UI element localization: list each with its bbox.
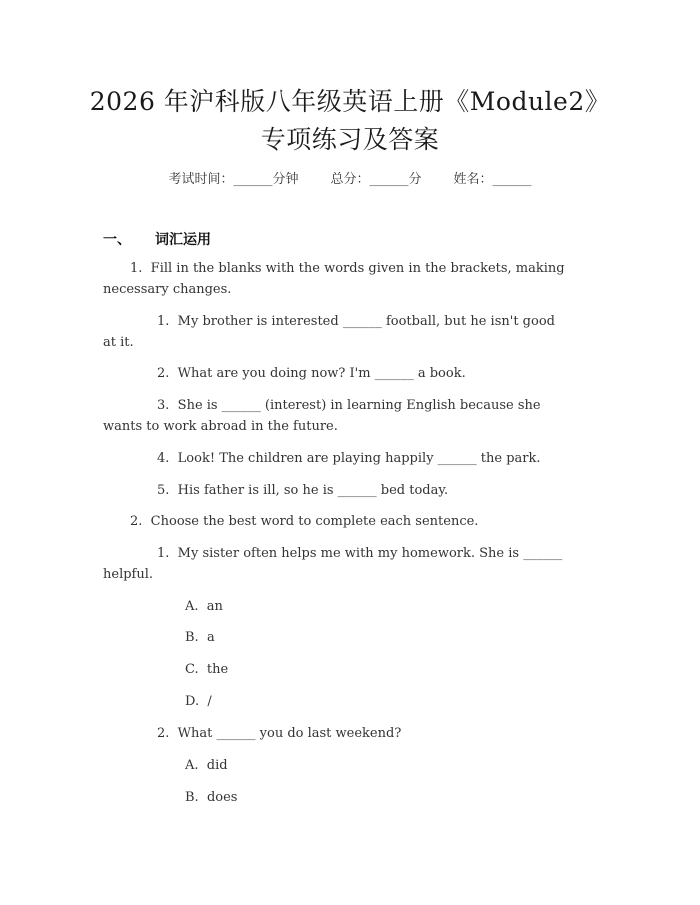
question-1-instruction: 1. Fill in the blanks with the words given in the brackets, making bbox=[130, 261, 565, 276]
q2-item-1-option-d: D. / bbox=[185, 694, 212, 709]
q2-item-2-option-a: A. did bbox=[185, 758, 228, 773]
q2-item-1-cont: helpful. bbox=[103, 567, 154, 582]
q1-item-5: 5. His father is ill, so he is ______ bed today. bbox=[157, 483, 449, 498]
exam-student-name: 姓名：______ bbox=[453, 172, 532, 187]
q1-item-3-cont: wants to work abroad in the future. bbox=[103, 419, 338, 434]
q2-item-1-option-c: C. the bbox=[185, 662, 229, 677]
q1-item-4: 4. Look! The children are playing happily ______ the park. bbox=[157, 451, 541, 466]
q2-item-1: 1. My sister often helps me with my homework. She is ______ bbox=[157, 546, 563, 561]
q2-item-1-option-a: A. an bbox=[185, 599, 223, 614]
q1-item-2: 2. What are you doing now? I'm ______ a book. bbox=[157, 366, 466, 381]
q2-item-2-option-b: B. does bbox=[185, 790, 238, 805]
section-title: 词汇运用 bbox=[155, 232, 211, 248]
exam-total-score: 总分：______分 bbox=[330, 172, 422, 187]
exam-time: 考试时间：______分钟 bbox=[168, 172, 299, 187]
document-title-line2: 专项练习及答案 bbox=[260, 125, 440, 154]
exam-info bbox=[0, 168, 700, 187]
q1-item-1-cont: at it. bbox=[103, 335, 134, 350]
q1-item-1: 1. My brother is interested ______ football, but he isn't good bbox=[157, 314, 555, 329]
question-2-instruction: 2. Choose the best word to complete each sentence. bbox=[130, 514, 479, 529]
q2-item-2: 2. What ______ you do last weekend? bbox=[157, 726, 402, 741]
section-number: 一、 bbox=[103, 232, 131, 248]
q1-item-3: 3. She is ______ (interest) in learning English because she bbox=[157, 398, 541, 413]
q2-item-1-option-b: B. a bbox=[185, 630, 215, 645]
document-title-line1: 2026 年沪科版八年级英语上册《Module2》 bbox=[89, 87, 611, 116]
question-1-instruction-cont: necessary changes. bbox=[103, 282, 232, 297]
section-heading bbox=[103, 229, 211, 249]
